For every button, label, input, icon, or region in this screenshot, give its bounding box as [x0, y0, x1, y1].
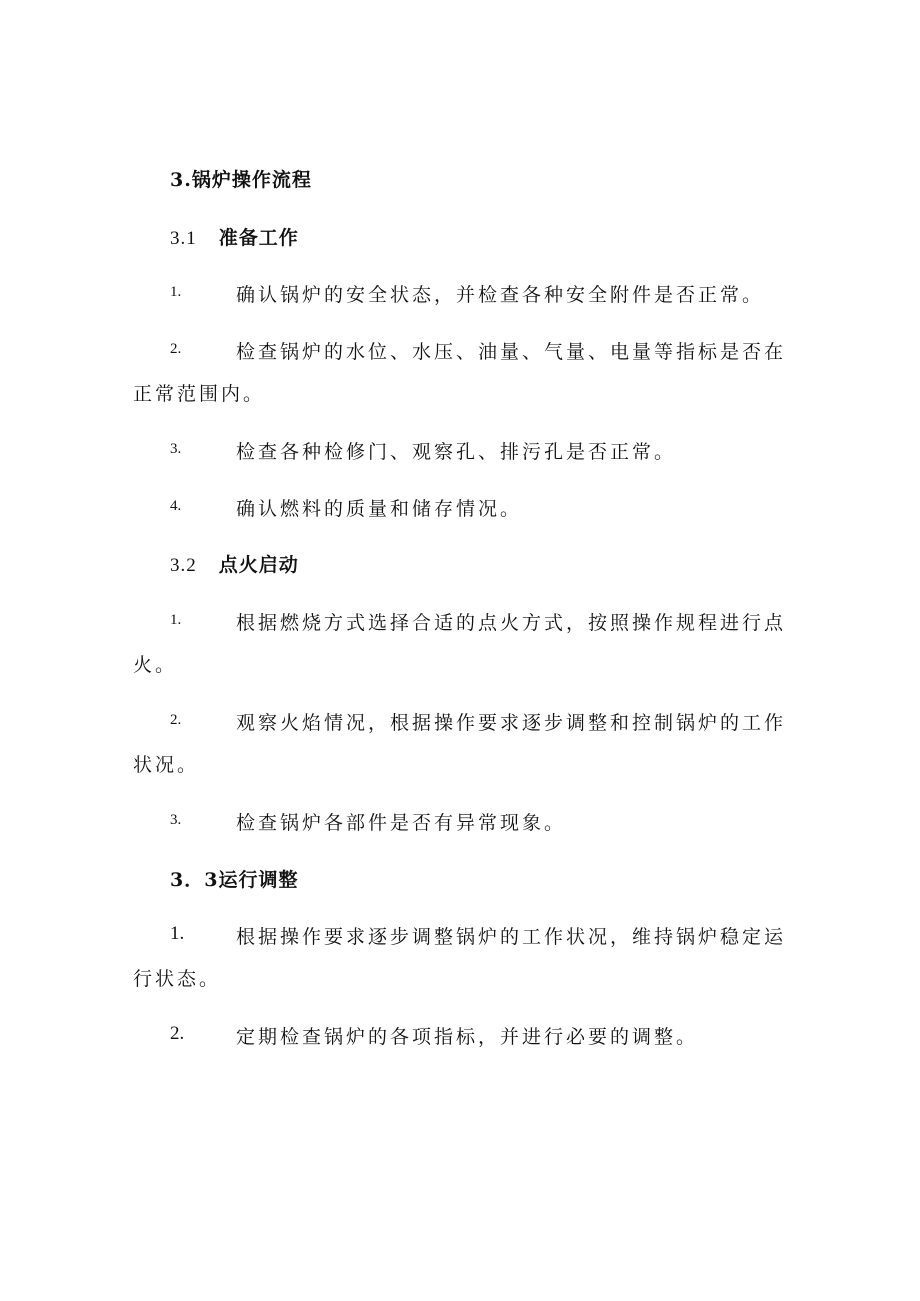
list-item-text: 检查锅炉的水位、水压、油量、气量、电量等指标是否在 [236, 341, 787, 363]
list-item-number: 1. [170, 612, 182, 628]
list-item-text-continued: 状况。 [133, 754, 200, 776]
section-title-3: 3.锅炉操作流程 [170, 169, 312, 191]
list-item-number: 4. [170, 498, 182, 514]
list-item-text-continued: 火。 [133, 654, 178, 676]
list-item-number: 3. [170, 441, 182, 457]
section-heading-3-3: 3．3运行调整 [170, 869, 299, 891]
list-item-number: 3. [170, 812, 182, 828]
list-item-number: 2. [170, 712, 182, 728]
section-heading-text: 点火启动 [218, 554, 299, 576]
list-item-text: 确认锅炉的安全状态，并检查各种安全附件是否正常。 [236, 284, 765, 306]
list-item-text-continued: 行状态。 [133, 968, 222, 990]
list-item-text: 观察火焰情况，根据操作要求逐步调整和控制锅炉的工作 [236, 712, 787, 734]
list-item-text: 检查各种检修门、观察孔、排污孔是否正常。 [236, 441, 677, 463]
list-item-text: 根据燃烧方式选择合适的点火方式，按照操作规程进行点 [236, 612, 787, 634]
list-item-number: 2. [170, 341, 182, 357]
list-item-text: 定期检查锅炉的各项指标，并进行必要的调整。 [236, 1026, 699, 1048]
list-item-text: 检查锅炉各部件是否有异常现象。 [236, 812, 567, 834]
section-number: 3.2 [170, 555, 197, 576]
list-item-text: 确认燃料的质量和储存情况。 [236, 498, 523, 520]
section-heading-text: 准备工作 [218, 227, 299, 249]
section-heading-3-1 [170, 223, 299, 250]
list-item-number: 1. [170, 284, 182, 300]
list-item-number: 1. [170, 923, 185, 944]
list-item-text-continued: 正常范围内。 [133, 383, 266, 405]
list-item-number: 2. [170, 1023, 185, 1044]
section-heading-3-2 [170, 550, 299, 577]
list-item-text: 根据操作要求逐步调整锅炉的工作状况，维持锅炉稳定运 [236, 926, 787, 948]
section-number: 3.1 [170, 228, 197, 249]
